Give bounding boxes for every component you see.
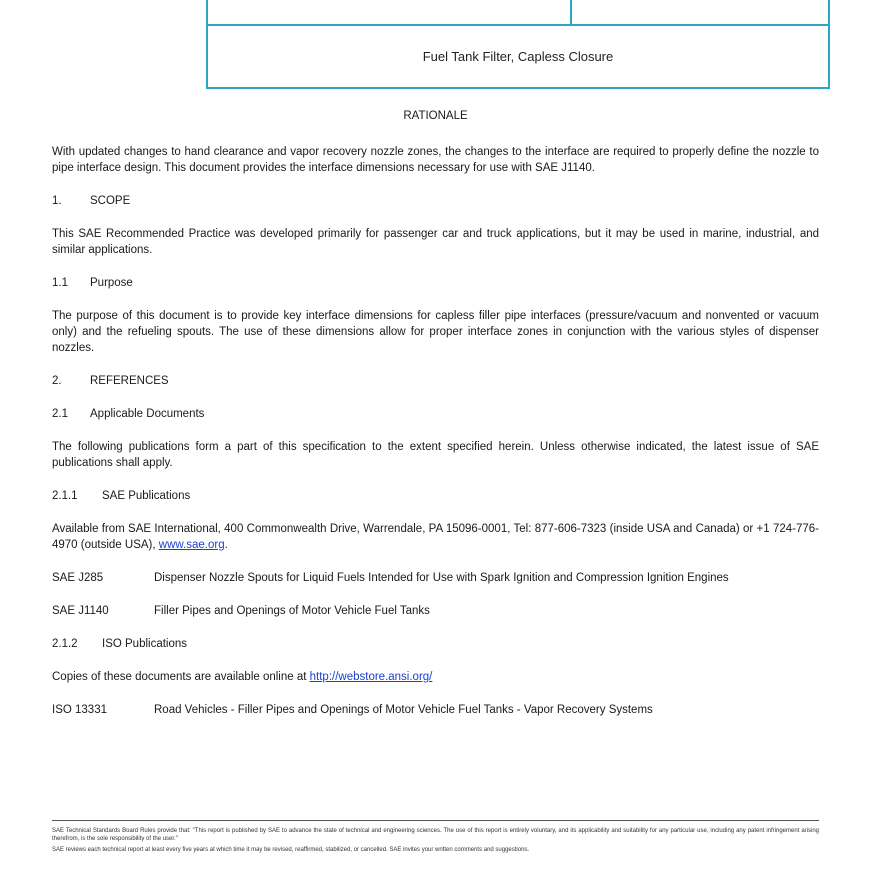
section-purpose-heading [52, 275, 819, 291]
header-cell-left [208, 0, 572, 26]
section-iso-pubs-heading [52, 636, 819, 652]
iso-availability-text: Copies of these documents are available online at [52, 671, 307, 683]
section-title: REFERENCES [90, 375, 169, 387]
rationale-heading: RATIONALE [403, 110, 468, 122]
reference-row [52, 603, 819, 619]
footer-review-note: SAE reviews each technical report at least every five years at which time it may be revised, reaffirmed, stabilized, or cancelled. SAE invites your written comments and suggestions. [52, 847, 530, 853]
section-applicable-docs-heading [52, 406, 819, 422]
page-footer [52, 820, 819, 857]
section-sae-pubs-heading [52, 488, 819, 504]
sae-availability-text: Available from SAE International, 400 Commonwealth Drive, Warrendale, PA 15096-0001, Tel: 877-606-7323 (inside USA and Canada) or +1 724-776-4970 (outside USA), [52, 523, 819, 551]
section-title: SCOPE [90, 195, 131, 207]
section-references-heading [52, 373, 819, 389]
section-scope-heading [52, 193, 819, 209]
iso-pubs-text [52, 669, 819, 685]
rationale-text: With updated changes to hand clearance and vapor recovery nozzle zones, the changes to the interface are required to properly define the nozzle to pipe interface design. This document provides the interface dimensions necessary for use with SAE J1140. [52, 146, 819, 174]
document-body [52, 108, 819, 735]
section-number: 2.1 [52, 408, 68, 420]
document-header-box [206, 0, 830, 89]
section-number: 1.1 [52, 277, 68, 289]
document-title: Fuel Tank Filter, Capless Closure [422, 49, 614, 64]
section-title: ISO Publications [102, 638, 188, 650]
reference-title: Filler Pipes and Openings of Motor Vehicle Fuel Tanks [154, 605, 430, 617]
section-number: 1. [52, 195, 62, 207]
section-number: 2.1.2 [52, 638, 78, 650]
applicable-docs-text: The following publications form a part of this specification to the extent specified herein. Unless otherwise indicated, the latest issue of SAE publications shall apply. [52, 441, 819, 469]
reference-row [52, 702, 819, 718]
header-cell-right [572, 0, 828, 26]
sae-website-link[interactable]: www.sae.org [158, 539, 225, 551]
scope-text: This SAE Recommended Practice was developed primarily for passenger car and truck applications, but it may be used in marine, industrial, and similar applications. [52, 228, 819, 256]
reference-code: ISO 13331 [52, 704, 107, 716]
section-number: 2.1.1 [52, 490, 78, 502]
sae-link-period: . [224, 539, 228, 551]
reference-title: Dispenser Nozzle Spouts for Liquid Fuels Intended for Use with Spark Ignition and Compression Ignition Engines [154, 572, 729, 584]
section-title: Purpose [90, 277, 133, 289]
section-title: SAE Publications [102, 490, 191, 502]
sae-pubs-text [52, 521, 819, 553]
reference-code: SAE J285 [52, 572, 104, 584]
reference-title: Road Vehicles - Filler Pipes and Openings of Motor Vehicle Fuel Tanks - Vapor Recovery Systems [154, 704, 653, 716]
section-number: 2. [52, 375, 62, 387]
ansi-webstore-link[interactable]: http://webstore.ansi.org/ [309, 671, 433, 683]
reference-code: SAE J1140 [52, 605, 109, 617]
purpose-text: The purpose of this document is to provide key interface dimensions for capless filler pipe interfaces (pressure/vacuum and nonvented or vacuum only) and the refueling spouts. The use of these dimensions allow for proper interface zones in conjunction with the various styles of dispenser nozzles. [52, 310, 819, 354]
footer-disclaimer: SAE Technical Standards Board Rules provide that: "This report is published by SAE to advance the state of technical and engineering sciences. The use of this report is entirely voluntary, and its applicability and suitability for any particular use, including any patent infringement arising therefrom, is the sole responsibility of the user." [52, 828, 819, 842]
section-title: Applicable Documents [90, 408, 205, 420]
reference-row [52, 570, 819, 586]
